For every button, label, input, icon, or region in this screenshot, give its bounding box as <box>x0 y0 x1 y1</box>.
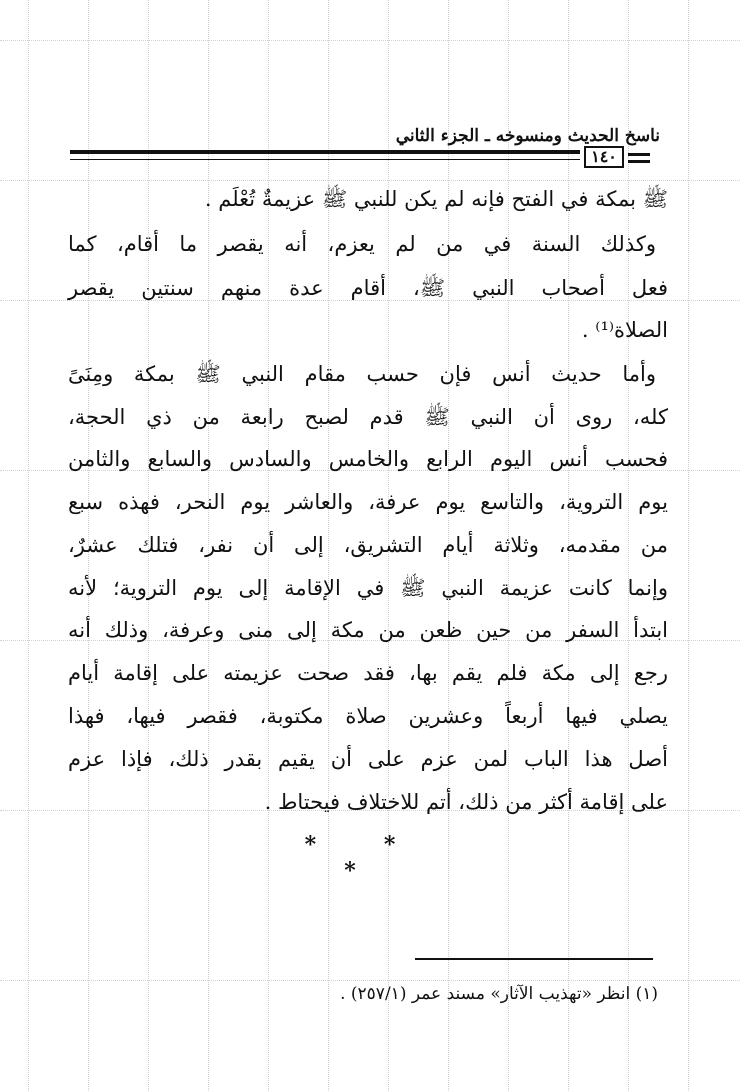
text-line: ﷺ بمكة في الفتح فإنه لم يكن للنبي ﷺ عزيمةٌ تُعْلَم . <box>204 187 668 211</box>
text-line: رجع إلى مكة فلم يقم بها، فقد صحت عزيمته على إقامة أيام <box>68 661 668 685</box>
footnote-rule <box>415 958 653 960</box>
text-line: وكذلك السنة في من لم يعزم، أنه يقصر ما أقام، كما <box>68 232 656 256</box>
text-line: يصلي فيها أربعاً وعشرين صلاة مكتوبة، فقصر فيها، فهذا <box>68 704 668 728</box>
running-header-title: ناسخ الحديث ومنسوخه ـ الجزء الثاني <box>395 126 660 146</box>
text-line: يوم التروية، والتاسع يوم عرفة، والعاشر يوم النحر، فهذه سبع <box>68 490 668 514</box>
footnote: (١) انظر «تهذيب الآثار» مسند عمر (٢٥٧/١) . <box>340 984 658 1004</box>
grid-line <box>28 0 29 1091</box>
grid-line <box>0 980 740 981</box>
text-line: على إقامة أكثر من ذلك، أتم للاختلاف فيحتاط . <box>264 790 668 814</box>
header-dash <box>628 153 650 156</box>
text-line: أصل هذا الباب لمن عزم على أن يقيم بقدر ذلك، فإذا عزم <box>68 747 668 771</box>
text-line: فعل أصحاب النبي ﷺ، أقام عدة منهم سنتين يقصر <box>68 276 668 300</box>
page-number: ١٤٠ <box>584 146 624 168</box>
header-rule-thin <box>70 159 580 160</box>
grid-line <box>688 0 689 1091</box>
text-line: فحسب أنس اليوم الرابع والخامس والسادس والسابع والثامن <box>68 447 668 471</box>
text-line: وإنما كانت عزيمة النبي ﷺ في الإقامة إلى يوم التروية؛ لأنه <box>68 576 668 600</box>
text-line: كله، روى أن النبي ﷺ قدم لصبح رابعة من ذي الحجة، <box>68 405 668 429</box>
grid-line <box>0 40 740 41</box>
text-line: وأما حديث أنس فإن حسب مقام النبي ﷺ بمكة ومِنَىً <box>68 362 656 386</box>
text-line: الصلاة⁽¹⁾ . <box>581 318 668 342</box>
header-dash <box>628 160 650 163</box>
section-separator: * * * <box>304 832 426 884</box>
header-rule-thick <box>70 150 580 154</box>
text-line: ابتدأ السفر من حين ظعن من مكة إلى منى وعرفة، وذلك أنه <box>68 618 668 642</box>
text-line: من مقدمه، وثلاثة أيام التشريق، إلى أن نفر، فتلك عشرٌ، <box>68 533 668 557</box>
grid-line <box>0 180 740 181</box>
